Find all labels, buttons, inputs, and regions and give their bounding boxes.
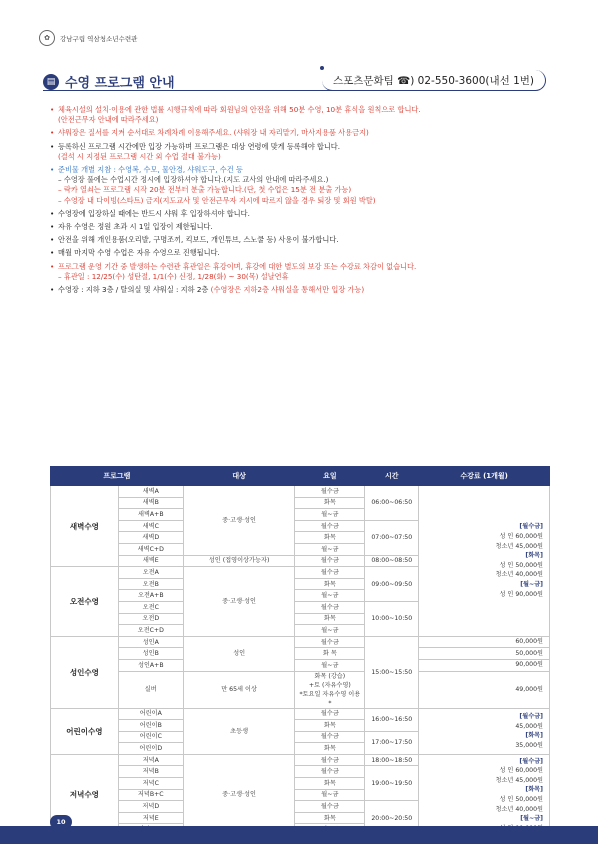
table-row: 새벽D 화목 [51,532,550,544]
table-row: 어린이B 화목 [51,720,550,732]
table-header: 프로그램 대상 요일 시간 수강료 (1개월) [51,467,550,486]
org-name: 강남구립 역삼청소년수련관 [60,34,138,43]
table-row: 저녁수영 저녁A 중·고생·성인 월수금 18:00~18:50 [월수금] 성 인 60,000원 청소년 45,000원 [화목] 성 인 50,000원 청소년 40,000원 [월~금] [51,754,550,766]
rule-item: • 안전을 위해 개인용품(오리발, 구명조끼, 킥보드, 개인튜브, 스노쿨 등) 사용이 불가합니다. [50,235,550,245]
table-row: 오전C+D 월~금 [51,625,550,637]
page-number: 10 [50,815,72,829]
table-row: 새벽A+B 월~금 [51,509,550,521]
table-row: 실버 만 65세 이상 화목 (강습) +토 (자유수영) *토요일 자유수영 이용* 49,000원 [51,671,550,708]
rule-item: • 샤워장은 질서를 지켜 순서대로 차례차례 이용해주세요. (샤워장 내 자리맡기, 마사지용품 사용금지) [50,128,550,138]
rule-item: • 프로그램 운영 기간 중 발생하는 수련관 휴관일은 휴강이며, 휴강에 대한 별도의 보강 또는 수강료 차감이 없습니다. – 휴관일 : 12/25(수) 성탄절, 1/1(수) 신정, 1/28(화) ~ 30(목) 설날연휴 [50,262,550,282]
table-row: 어린이D 화목 [51,743,550,755]
page-title: 수영 프로그램 안내 [65,76,175,91]
fee-cell: [월수금] 성 인 60,000원 청소년 45,000원 [화목] 성 인 50,000원 청소년 40,000원 [월~금] [419,754,550,835]
table-row: 오전A+B 월~금 [51,590,550,602]
table-row: 어린이수영 어린이A 초등생 월수금 16:00~16:50 [월수금] 45,000원 [화목] 35,000원 [51,708,550,720]
org-header [39,30,137,46]
fee-cell: [월수금] 성 인 60,000원 청소년 45,000원 [화목] 성 인 50,000원 청소년 40,000원 [월~금] 성 인 90,000원 [419,486,550,637]
footer-bar [0,826,598,844]
rule-item: • 매월 마지막 수영 수업은 자유 수영으로 진행됩니다. [50,248,550,258]
table-row: 저녁B 월수금 19:00~19:50 [51,766,550,778]
contact-phone: 스포츠문화팀 ☎) 02-550-3600(내선 1번) [322,70,546,91]
table-row: 새벽B 화목 [51,497,550,509]
table-row: 오전D 화목 [51,613,550,625]
rule-item: • 자유 수영은 정원 초과 시 1일 입장이 제한됩니다. [50,222,550,232]
rule-item: • 수영장에 입장하실 때에는 반드시 샤워 후 입장하셔야 합니다. [50,209,550,219]
rules-list [50,105,550,298]
seal-icon: ✿ [39,30,55,46]
table-row: 저녁E 화목 [51,812,550,824]
section-header [43,72,175,91]
rule-item: • 수영장 : 지하 3층 / 탈의실 및 샤워실 : 지하 2층 (수영장은 지하2층 샤워실을 통해서만 입장 가능) [50,285,550,295]
fee-cell: [월수금] 45,000원 [화목] 35,000원 [419,708,550,754]
book-icon: ▤ [43,74,59,90]
table-row: 새벽수영 새벽A 중·고생·성인 월수금 06:00~06:50 [월수금] 성 인 60,000원 청소년 45,000원 [화목] 성 인 50,000원 청소년 40,000원 [월~금] 성 인 90,000원 [51,486,550,498]
table-row: 저녁D 월수금 20:00~20:50 [51,801,550,813]
table-row: 오전B 화목 [51,578,550,590]
table-row: 새벽C+D 월~금 [51,543,550,555]
rule-item: • 체육시설의 설치·이용에 관한 법률 시행규칙에 따라 회원님의 안전을 위해 50분 수영, 10분 휴식을 원칙으로 합니다. (안전근무자 안내에 따라주세요) [50,105,550,125]
table-row: 저녁B+C 월~금 [51,789,550,801]
table-row: 새벽E 성인 (접영이상가능자) 월수금 08:00~08:50 [51,555,550,567]
header-divider [43,90,333,91]
rule-item: • 등록하신 프로그램 시간에만 입장 가능하며 프로그램은 대상 연령에 맞게 등록해야 합니다. (결석 시 지정된 프로그램 시간 외 수업 절대 불가능) [50,142,550,162]
table-row: 성인B 화 목 50,000원 [51,648,550,660]
table-row: 성인수영 성인A 성인 월수금 15:00~15:50 60,000원 [51,636,550,648]
table-row: 저녁C 화목 [51,778,550,790]
table-row: 성인A+B 월~금 90,000원 [51,659,550,671]
table-row: 오전수영 오전A 중·고생·성인 월수금 09:00~09:50 [51,567,550,579]
rule-item: • 준비물 개별 지참 : 수영복, 수모, 물안경, 샤워도구, 수건 등 – 수영장 풀에는 수업시간 정시에 입장하셔야 합니다.(지도 교사의 안내에 따라주세요.) – 락카 열쇠는 프로그램 시작 20분 전부터 분출 가능합니다.(단, 첫 수업은 15분 전 분출 가능) – 수영장 내 다이빙(스타트) 금지(지도교사 및 안전근무자 지시에 따르지 않을 경우 퇴장 및 회원 박탈) [50,165,550,206]
table-row: 오전C 월수금 10:00~10:50 [51,601,550,613]
table-row: 어린이C 월수금 17:00~17:50 [51,731,550,743]
schedule-table [50,466,550,836]
table-row: 새벽C 월수금 07:00~07:50 [51,520,550,532]
